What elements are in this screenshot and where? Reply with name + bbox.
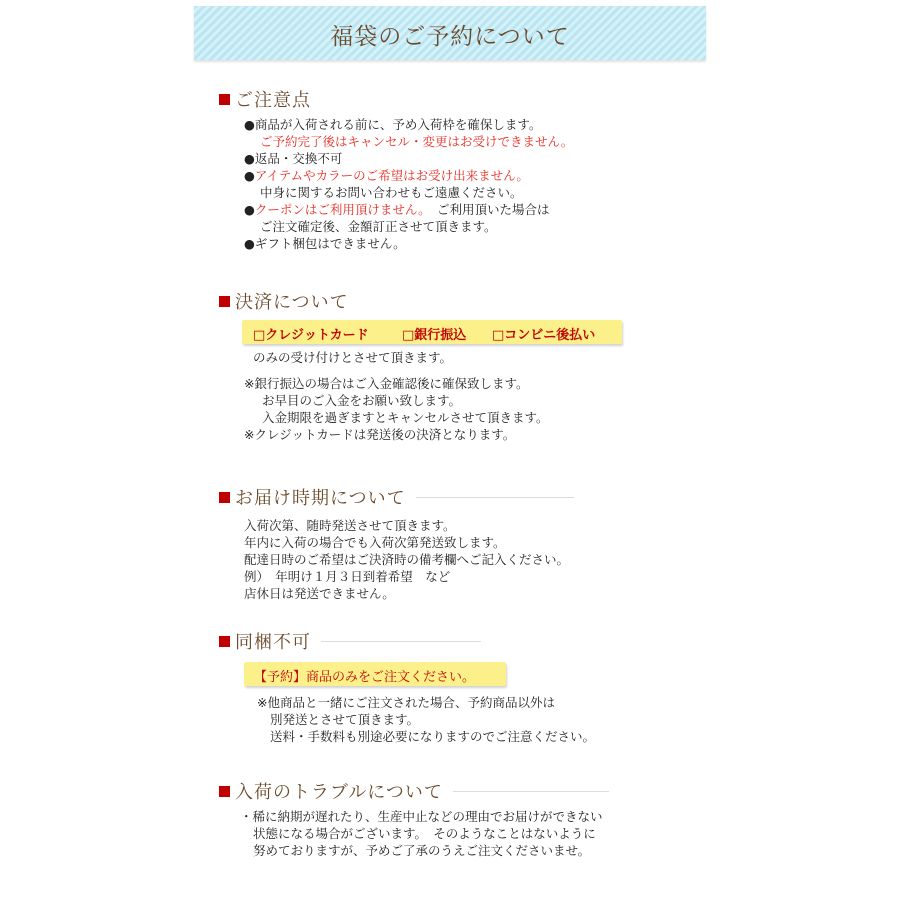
section-payment-header (219, 288, 349, 314)
section-payment-title: 決済について (235, 292, 349, 313)
delivery-line-3: 配達日時のご希望はご決済時の備考欄へご記入ください。 (244, 552, 570, 567)
notes-line-4 (244, 167, 529, 184)
notes-line-2: ご予約完了後はキャンセル・変更はお受けできません。 (260, 134, 574, 149)
section-trouble-title: 入荷のトラブルについて (235, 782, 443, 803)
notes-text-3: 返品・交換不可 (254, 151, 343, 166)
red-square-icon (219, 94, 230, 105)
notes-line-5: 中身に関するお問い合わせもご遠慮ください。 (260, 185, 523, 200)
notes-line-1 (244, 116, 541, 133)
title-banner (194, 6, 706, 60)
notes-text-6b: ご利用頂いた場合は (424, 202, 550, 217)
payment-methods-highlight (242, 320, 622, 344)
notes-line-3 (244, 150, 342, 167)
trouble-line-3: 努めておりますが、予めご了承のうえご注文くださいませ。 (253, 843, 591, 858)
section-divider (416, 497, 574, 498)
bullet-icon: ● (244, 236, 255, 251)
delivery-line-2: 年内に入荷の場合でも入荷次第発送致します。 (244, 535, 506, 550)
notes-text-4: アイテムやカラーのご希望はお受け出来ません。 (254, 168, 529, 183)
bullet-icon: ● (244, 202, 255, 217)
payment-note-3: 入金期限を過ぎますとキャンセルさせて頂きます。 (262, 410, 549, 425)
section-bundle-title: 同梱不可 (235, 632, 311, 653)
section-notes-header (219, 86, 311, 112)
delivery-line-4: 例） 年明け１月３日到着希望 など (244, 569, 451, 584)
trouble-line-2: 状態になる場合がございます。 そのようなことはないように (253, 826, 596, 841)
bundle-line-3: 送料・手数料も別途必要になりますのでご注意ください。 (270, 729, 596, 744)
notes-line-8 (244, 235, 406, 252)
payment-method-bank: □銀行振込 (402, 328, 467, 343)
bullet-icon: ● (244, 168, 255, 183)
page-title: 福袋のご予約について (330, 24, 570, 50)
notes-line-6 (244, 201, 549, 218)
section-trouble-header (219, 778, 609, 804)
section-notes-title: ご注意点 (235, 90, 311, 111)
section-divider (453, 791, 609, 792)
section-divider (321, 641, 481, 642)
delivery-line-1: 入荷次第、随時発送させて頂きます。 (244, 518, 456, 533)
red-square-icon (219, 786, 230, 797)
bundle-highlight (244, 662, 506, 686)
bullet-icon: ● (244, 117, 255, 132)
red-square-icon (219, 492, 230, 503)
red-square-icon (219, 296, 230, 307)
trouble-line-1: ・稀に納期が遅れたり、生産中止などの理由でお届けができない (240, 809, 603, 824)
bundle-line-1: ※他商品と一緒にご注文された場合、予約商品以外は (257, 695, 555, 710)
notes-text-6a: クーポンはご利用頂けません。 (254, 202, 425, 217)
payment-method-konbini: □コンビニ後払い (492, 328, 596, 343)
section-bundle-header (219, 628, 481, 654)
section-delivery-header (219, 484, 574, 510)
red-square-icon (219, 636, 230, 647)
payment-note-1: ※銀行振込の場合はご入金確認後に確保致します。 (244, 376, 529, 391)
payment-note-4: ※クレジットカードは発送後の決済となります。 (244, 427, 516, 442)
bullet-icon: ● (244, 151, 255, 166)
notes-text-8: ギフト梱包はできません。 (254, 236, 406, 251)
delivery-line-5: 店休日は発送できません。 (244, 586, 395, 601)
payment-accept-text: のみの受け付けとさせて頂きます。 (253, 350, 453, 365)
section-delivery-title: お届け時期について (235, 488, 406, 509)
bundle-line-2: 別発送とさせて頂きます。 (270, 712, 420, 727)
bundle-highlight-text: 【予約】商品のみをご注文ください。 (254, 670, 476, 685)
payment-note-2: お早目のご入金をお願い致します。 (262, 393, 462, 408)
payment-method-credit: □クレジットカード (253, 328, 369, 343)
notes-line-7: ご注文確定後、金額訂正させて頂きます。 (260, 219, 497, 234)
notes-text-1: 商品が入荷される前に、予め入荷枠を確保します。 (254, 117, 542, 132)
